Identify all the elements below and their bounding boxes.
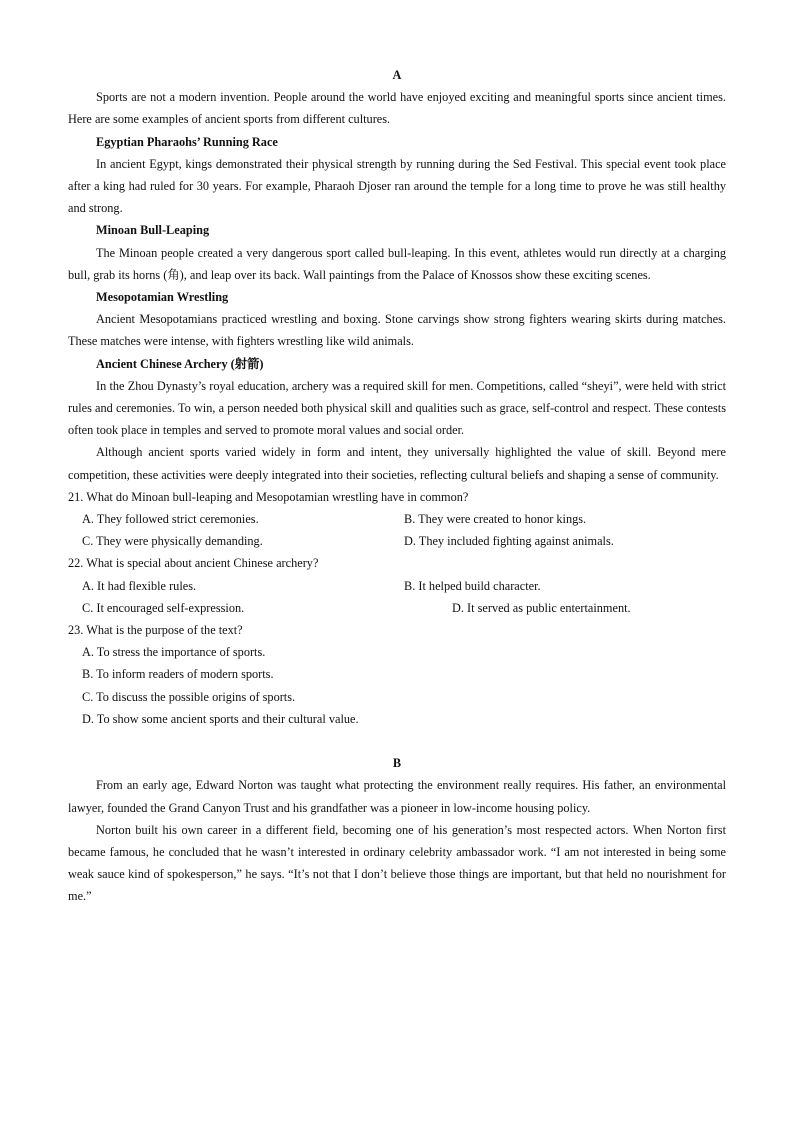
question-23-stem: 23. What is the purpose of the text? — [68, 623, 243, 638]
document-page — [68, 64, 726, 908]
question-21-stem: 21. What do Minoan bull-leaping and Mesopotamian wrestling have in common? — [68, 489, 469, 504]
question-21-option-c[interactable]: C. They were physically demanding. — [82, 534, 263, 549]
question-21-option-d[interactable]: D. They included fighting against animals. — [404, 534, 614, 549]
section-a-intro: Sports are not a modern invention. People around the world have enjoyed exciting and meaningful sports since ancient times. Here are some examples of ancient sports from different cultures. — [68, 90, 726, 127]
question-23-option-c[interactable]: C. To discuss the possible origins of sports. — [82, 689, 296, 704]
section-a-title: A — [392, 68, 402, 82]
question-22-option-a[interactable]: A. It had flexible rules. — [82, 578, 197, 593]
part-text-chinese: In the Zhou Dynasty’s royal education, archery was a required skill for men. Competitions, called “sheyi”, were held with strict rules and ceremonies. To win, a person needed both physical skill and qualities such as grace, self-control and respect. These contests often took place in temples and served to promote moral values and social order. — [68, 378, 726, 438]
section-b-paragraph-2: Norton built his own career in a different field, becoming one of his generation’s most respected actors. When Norton first became famous, he concluded that he wasn’t interested in ordinary celebrity ambassador work. “I am not interested in being some weak sauce kind of spokesperson,” he says. “It’s not that I don’t believe those things are important, but that held no nourishment for me.” — [68, 822, 726, 904]
question-22-stem: 22. What is special about ancient Chinese archery? — [68, 556, 319, 571]
part-text-mesopotamian: Ancient Mesopotamians practiced wrestling and boxing. Stone carvings show strong fighters wearing skirts during matches. These matches were intense, with fighters wrestling like wild animals. — [68, 312, 726, 349]
question-22-options-row-2 — [68, 597, 726, 619]
part-heading-mesopotamian: Mesopotamian Wrestling — [96, 290, 229, 305]
part-heading-egypt: Egyptian Pharaohs’ Running Race — [96, 134, 278, 149]
question-21-option-b[interactable]: B. They were created to honor kings. — [404, 512, 587, 527]
question-22-option-c[interactable]: C. It encouraged self-expression. — [82, 600, 245, 615]
question-23-option-a[interactable]: A. To stress the importance of sports. — [82, 645, 266, 660]
section-spacer — [68, 730, 726, 752]
question-23-option-d[interactable]: D. To show some ancient sports and their cultural value. — [82, 711, 359, 726]
part-text-minoan: The Minoan people created a very dangerous sport called bull-leaping. In this event, athletes would run directly at a charging bull, grab its horns (角), and leap over its back. Wall paintings from the Palace of Knossos show these exciting scenes. — [68, 245, 726, 282]
question-21-options-row-2 — [68, 530, 726, 552]
question-22-option-d[interactable]: D. It served as public entertainment. — [452, 600, 631, 615]
question-22-options-row-1 — [68, 575, 726, 597]
part-heading-minoan: Minoan Bull-Leaping — [96, 223, 210, 238]
section-b-title: B — [392, 756, 402, 771]
question-21-options-row-1 — [68, 508, 726, 530]
part-text-egypt: In ancient Egypt, kings demonstrated their physical strength by running during the Sed Festival. This special event took place after a king had ruled for 30 years. For example, Pharaoh Djoser ran around the temple for a long time to prove he was still healthy and strong. — [68, 156, 726, 216]
question-23-option-b[interactable]: B. To inform readers of modern sports. — [82, 667, 274, 682]
question-22-option-b[interactable]: B. It helped build character. — [404, 578, 541, 593]
part-heading-chinese: Ancient Chinese Archery (射箭) — [96, 356, 264, 371]
question-21-option-a[interactable]: A. They followed strict ceremonies. — [82, 512, 259, 527]
section-b-paragraph-1: From an early age, Edward Norton was taught what protecting the environment really requires. His father, an environmental lawyer, founded the Grand Canyon Trust and his grandfather was a pioneer in low-income housing policy. — [68, 778, 726, 815]
section-a-conclusion: Although ancient sports varied widely in form and intent, they universally highlighted the value of skill. Beyond mere competition, these activities were deeply integrated into their societies, reflecting cultural beliefs and shaping a sense of community. — [68, 445, 726, 482]
